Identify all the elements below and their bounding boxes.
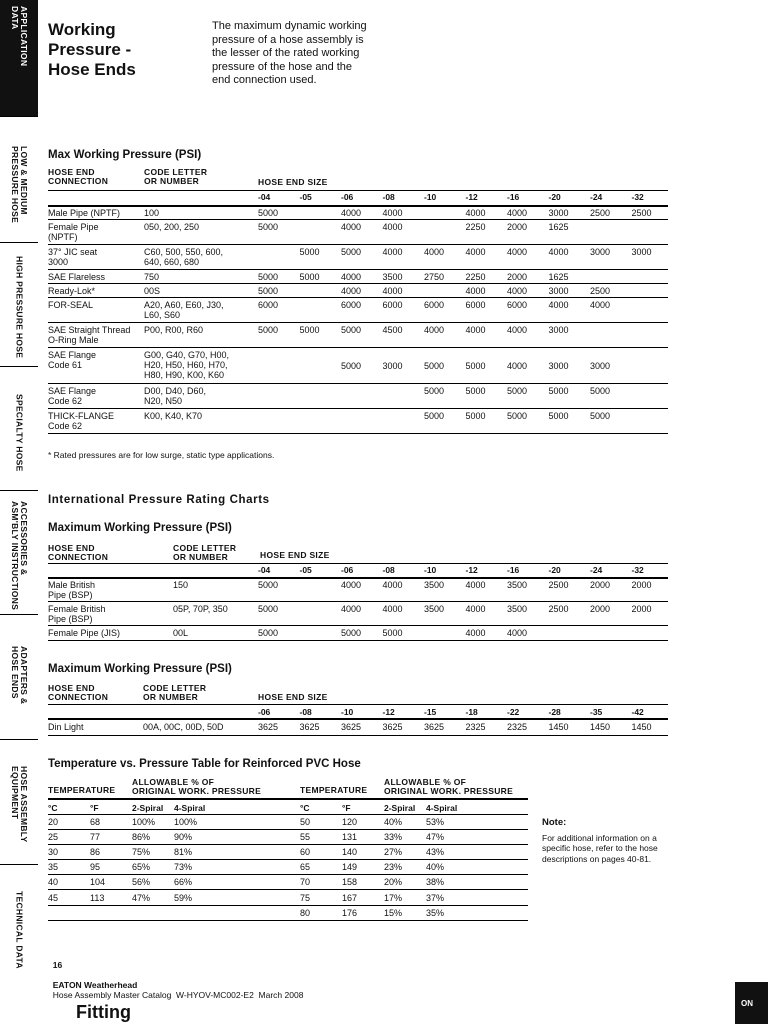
international-heading: International Pressure Rating Charts [48, 494, 270, 506]
code-cell: D00, D40, D60, N20, N50 [144, 386, 207, 406]
connection-cell: Female Pipe (JIS) [48, 628, 121, 638]
pressure-cell: 5000 [465, 361, 486, 371]
intl-pressure-table [48, 544, 668, 649]
pvc-cell: 25 [48, 832, 59, 843]
pressure-cell: 3000 [548, 286, 569, 296]
pvc-cell: 30 [48, 847, 59, 858]
pressure-cell: 4000 [465, 604, 486, 614]
col-header-code: CODE LETTER OR NUMBER [144, 167, 208, 186]
pvc-cell: 50 [300, 817, 311, 827]
pvc-col-header: 2-Spiral [384, 803, 416, 813]
pvc-cell: 65 [300, 862, 311, 873]
pressure-cell: 5000 [590, 386, 611, 396]
pvc-cell: 40 [48, 877, 59, 888]
din-pressure-table [48, 684, 668, 739]
pressure-cell: 5000 [465, 411, 486, 421]
table-row [48, 384, 668, 409]
pressure-cell: 2500 [548, 604, 569, 614]
pvc-cell: 45 [48, 892, 59, 903]
pvc-cell: 73% [174, 862, 193, 873]
pvc-cell: 86% [132, 832, 151, 843]
tab-label: ADAPTERS & HOSE ENDS [10, 646, 29, 705]
pressure-cell: 6000 [507, 300, 528, 310]
pvc-cell: 20% [384, 877, 403, 888]
pressure-cell: 4000 [548, 247, 569, 257]
pressure-cell: 4000 [341, 272, 362, 282]
size-header: -24 [590, 192, 603, 202]
pvc-cell: 158 [342, 877, 358, 888]
pressure-cell: 4000 [465, 208, 486, 218]
connection-cell: 37° JIC seat 3000 [48, 247, 98, 267]
pressure-cell: 5000 [341, 628, 362, 638]
pvc-cell: 38% [426, 877, 445, 888]
size-header: -12 [465, 192, 478, 202]
pressure-cell: 5000 [341, 361, 362, 371]
pvc-col-header: °F [342, 803, 351, 813]
col-header-allowable: ALLOWABLE % OF ORIGINAL WORK. PRESSURE [132, 777, 262, 796]
tab-hose-assembly-equipment[interactable] [0, 760, 38, 865]
pressure-cell: 3000 [548, 208, 569, 218]
pvc-col-header: 4-Spiral [174, 803, 206, 813]
pressure-cell: 6000 [382, 300, 403, 310]
size-header: -05 [299, 565, 312, 575]
table-row [48, 409, 668, 434]
pressure-cell: 3500 [424, 580, 445, 590]
code-cell: 050, 200, 250 [144, 222, 200, 232]
note-box [542, 818, 682, 864]
pvc-cell: 65% [132, 862, 151, 873]
pressure-cell: 2500 [631, 208, 652, 218]
pvc-cell: 47% [426, 832, 445, 843]
tab-label: HOSE ASSEMBLY EQUIPMENT [10, 766, 29, 843]
connection-cell: Ready-Lok* [48, 286, 96, 296]
size-header: -06 [258, 707, 271, 717]
size-header: -24 [590, 565, 603, 575]
pressure-cell: 5000 [548, 386, 569, 396]
col-header-code: CODE LETTER OR NUMBER [173, 543, 237, 562]
pressure-cell: 6000 [465, 300, 486, 310]
pvc-cell: 37% [426, 892, 445, 903]
pressure-cell: 4000 [341, 222, 362, 232]
pvc-cell: 55 [300, 832, 311, 843]
pvc-cell: 86 [90, 847, 101, 858]
pressure-cell: 5000 [258, 604, 279, 614]
pressure-cell: 2000 [507, 222, 528, 232]
pressure-cell: 1450 [548, 722, 569, 732]
connection-cell: Female Pipe (NPTF) [48, 222, 99, 242]
table-row [48, 845, 528, 860]
size-header: -12 [382, 707, 395, 717]
code-cell: 150 [173, 580, 189, 590]
tab-label: HIGH PRESSURE HOSE [14, 256, 25, 359]
table-row [48, 720, 668, 736]
pressure-cell: 2000 [590, 580, 611, 590]
pressure-cell: 4000 [424, 247, 445, 257]
pressure-cell: 6000 [341, 300, 362, 310]
pressure-cell: 3000 [631, 247, 652, 257]
pvc-cell: 81% [174, 847, 193, 858]
pvc-cell: 80 [300, 907, 311, 918]
pressure-cell: 3500 [507, 580, 528, 590]
pvc-cell: 77 [90, 832, 101, 843]
connection-cell: Din Light [48, 722, 84, 732]
code-cell: 00S [144, 286, 161, 296]
tab-application-data[interactable] [0, 0, 38, 117]
code-cell: G00, G40, G70, H00, H20, H50, H60, H70, H80, H90, K00, K60 [144, 350, 230, 380]
tab-label: ACCESSORIES & ASM'BLY INSTRUCTIONS [10, 501, 29, 611]
code-cell: 00L [173, 628, 189, 638]
pressure-cell: 4500 [382, 325, 403, 335]
pressure-cell: 2000 [631, 604, 652, 614]
table1-heading: Max Working Pressure (PSI) [48, 149, 202, 161]
footer-catalog: Hose Assembly Master Catalog W-HYOV-MC002-E2 March 2008 [52, 990, 304, 1000]
pressure-cell: 4000 [465, 628, 486, 638]
pressure-cell: 5000 [424, 386, 445, 396]
tab-adapters-hose-ends[interactable] [0, 640, 38, 740]
table-row [48, 298, 668, 323]
divider [48, 563, 668, 564]
pressure-cell: 5000 [548, 411, 569, 421]
page-number: 16 [52, 960, 63, 970]
size-header: -15 [424, 707, 437, 717]
size-header: -04 [258, 565, 271, 575]
size-header: -08 [299, 707, 312, 717]
pressure-cell: 2250 [465, 222, 486, 232]
pressure-cell: 4000 [382, 222, 403, 232]
tab-label: APPLICATION DATA [10, 6, 29, 67]
code-cell: 750 [144, 272, 160, 282]
pressure-cell: 3625 [258, 722, 279, 732]
tab-high-pressure-hose[interactable] [0, 250, 38, 367]
pressure-cell: 4000 [382, 208, 403, 218]
pressure-cell: 4000 [465, 580, 486, 590]
col-header-code: CODE LETTER OR NUMBER [143, 683, 207, 702]
pressure-cell: 4000 [341, 286, 362, 296]
divider [48, 798, 528, 800]
pvc-cell: 131 [342, 832, 358, 843]
col-header-connection: HOSE END CONNECTION [48, 683, 109, 702]
pressure-cell: 4000 [507, 247, 528, 257]
pressure-cell: 2325 [465, 722, 486, 732]
pvc-cell: 35% [426, 907, 445, 918]
col-header-size: HOSE END SIZE [260, 550, 330, 560]
table-row [48, 220, 668, 245]
table2-heading: Maximum Working Pressure (PSI) [48, 522, 232, 534]
pressure-cell: 5000 [258, 286, 279, 296]
table-row [48, 815, 528, 830]
divider [48, 704, 668, 705]
pressure-cell: 1625 [548, 222, 569, 232]
pressure-cell: 5000 [258, 628, 279, 638]
pvc-cell: 104 [90, 877, 106, 888]
tab-label: TECHNICAL DATA [14, 891, 25, 969]
size-header: -32 [631, 565, 644, 575]
pressure-cell: 2325 [507, 722, 528, 732]
pvc-cell: 15% [384, 907, 403, 918]
pressure-cell: 5000 [465, 386, 486, 396]
pressure-cell: 6000 [258, 300, 279, 310]
size-header: -18 [465, 707, 478, 717]
max-pressure-table [48, 168, 668, 448]
pvc-cell: 17% [384, 892, 403, 903]
pressure-cell: 3500 [382, 272, 403, 282]
size-header: -05 [299, 192, 312, 202]
tab-label: SPECIALTY HOSE [14, 394, 25, 472]
table-row [48, 578, 668, 602]
col-header-connection: HOSE END CONNECTION [48, 167, 109, 186]
pressure-cell: 3000 [548, 361, 569, 371]
pressure-cell: 4000 [341, 580, 362, 590]
note-text: For additional information on a specific hose, refer to the hose descriptions on pages 40-81. [542, 832, 658, 864]
pvc-cell: 33% [384, 832, 403, 843]
pressure-cell: 4000 [424, 325, 445, 335]
pvc-cell: 90% [174, 832, 193, 843]
pvc-col-header: 2-Spiral [132, 803, 164, 813]
pressure-cell: 3000 [548, 325, 569, 335]
pvc-cell: 100% [132, 817, 156, 827]
pvc-cell: 43% [426, 847, 445, 858]
connection-cell: Male Pipe (NPTF) [48, 208, 121, 218]
table-row [48, 348, 668, 384]
size-header: -08 [382, 192, 395, 202]
corner-tab [735, 982, 768, 1024]
pressure-cell: 5000 [299, 272, 320, 282]
pressure-cell: 2000 [631, 580, 652, 590]
pressure-cell: 5000 [299, 325, 320, 335]
pressure-cell: 3625 [424, 722, 445, 732]
pressure-cell: 5000 [590, 411, 611, 421]
pvc-cell: 40% [384, 817, 403, 827]
col-header-size: HOSE END SIZE [258, 692, 328, 702]
pressure-cell: 3000 [590, 247, 611, 257]
connection-cell: SAE Flange Code 62 [48, 386, 97, 406]
pvc-cell: 35 [48, 862, 59, 873]
pvc-cell: 27% [384, 847, 403, 858]
size-header: -12 [465, 565, 478, 575]
pressure-cell: 2500 [590, 208, 611, 218]
pvc-cell: 120 [342, 817, 358, 827]
pressure-cell: 5000 [258, 325, 279, 335]
col-header-temperature: TEMPERATURE [300, 785, 368, 795]
pressure-cell: 4000 [382, 286, 403, 296]
pressure-cell: 4000 [507, 325, 528, 335]
pressure-cell: 2500 [548, 580, 569, 590]
table-row [48, 323, 668, 348]
pressure-cell: 5000 [341, 247, 362, 257]
next-page-title: Fitting [76, 1002, 131, 1022]
tab-low-medium-pressure-hose[interactable] [0, 140, 38, 243]
pressure-cell: 3000 [590, 361, 611, 371]
pressure-cell: 4000 [465, 247, 486, 257]
pvc-cell: 68 [90, 817, 101, 827]
pvc-cell: 75% [132, 847, 151, 858]
code-cell: A20, A60, E60, J30, L60, S60 [144, 300, 224, 320]
connection-cell: Female British Pipe (BSP) [48, 604, 106, 624]
table-row [48, 906, 528, 921]
table-row [48, 284, 668, 298]
pressure-cell: 4000 [507, 286, 528, 296]
size-header: -28 [548, 707, 561, 717]
pvc-col-header: °C [48, 803, 58, 813]
pressure-cell: 5000 [258, 272, 279, 282]
pvc-col-header: °C [300, 803, 310, 813]
pressure-cell: 2000 [590, 604, 611, 614]
code-cell: K00, K40, K70 [144, 411, 203, 421]
size-header: -22 [507, 707, 520, 717]
pvc-temperature-table [48, 776, 528, 922]
code-cell: 100 [144, 208, 160, 218]
intro-text: The maximum dynamic working pressure of a hose assembly is the lesser of the rated working pressure of the hose and the end connection used. [212, 20, 367, 86]
pressure-cell: 2250 [465, 272, 486, 282]
col-header-temperature: TEMPERATURE [48, 785, 116, 795]
pressure-cell: 4000 [382, 604, 403, 614]
pvc-cell: 23% [384, 862, 403, 873]
pvc-col-header: 4-Spiral [426, 803, 458, 813]
table3-heading: Maximum Working Pressure (PSI) [48, 663, 232, 675]
pressure-cell: 1625 [548, 272, 569, 282]
size-header: -16 [507, 565, 520, 575]
pressure-cell: 4000 [590, 300, 611, 310]
pressure-cell: 3625 [341, 722, 362, 732]
pressure-cell: 4000 [465, 325, 486, 335]
size-header: -04 [258, 192, 271, 202]
pressure-cell: 6000 [424, 300, 445, 310]
col-header-size: HOSE END SIZE [258, 177, 328, 187]
pressure-cell: 3500 [507, 604, 528, 614]
pvc-cell: 47% [132, 892, 151, 903]
divider [48, 190, 668, 191]
table-row [48, 891, 528, 906]
table-row [48, 626, 668, 641]
connection-cell: SAE Flareless [48, 272, 106, 282]
pvc-cell: 95 [90, 862, 101, 873]
col-header-connection: HOSE END CONNECTION [48, 543, 109, 562]
pressure-cell: 3000 [382, 361, 403, 371]
footer-brand: EATON Weatherhead [52, 980, 138, 990]
table-row [48, 245, 668, 270]
corner-tab-label: ON [741, 998, 753, 1008]
pvc-cell: 53% [426, 817, 445, 827]
size-header: -06 [341, 192, 354, 202]
size-header: -06 [341, 565, 354, 575]
pressure-cell: 4000 [341, 208, 362, 218]
pvc-cell: 60 [300, 847, 311, 858]
pressure-cell: 5000 [507, 386, 528, 396]
size-header: -20 [548, 565, 561, 575]
pressure-cell: 4000 [341, 604, 362, 614]
pvc-cell: 176 [342, 907, 358, 918]
pvc-cell: 70 [300, 877, 311, 888]
tab-technical-data[interactable] [0, 885, 38, 975]
pressure-cell: 5000 [258, 580, 279, 590]
size-header: -35 [590, 707, 603, 717]
size-header: -10 [424, 192, 437, 202]
table-row [48, 875, 528, 890]
page-title: Working Pressure - Hose Ends [48, 20, 136, 79]
page-footer [48, 950, 303, 1000]
pressure-cell: 3625 [382, 722, 403, 732]
pressure-cell: 5000 [424, 411, 445, 421]
pvc-cell: 167 [342, 892, 358, 903]
code-cell: C60, 500, 550, 600, 640, 660, 680 [144, 247, 224, 267]
pressure-cell: 2000 [507, 272, 528, 282]
size-header: -42 [631, 707, 644, 717]
tab-specialty-hose[interactable] [0, 388, 38, 491]
size-header: -16 [507, 192, 520, 202]
size-header: -10 [341, 707, 354, 717]
pvc-cell: 113 [90, 892, 105, 903]
pressure-cell: 4000 [382, 247, 403, 257]
pvc-heading: Temperature vs. Pressure Table for Reinforced PVC Hose [48, 758, 361, 770]
pvc-cell: 75 [300, 892, 311, 903]
pressure-cell: 5000 [299, 247, 320, 257]
connection-cell: FOR-SEAL [48, 300, 94, 310]
size-header: -08 [382, 565, 395, 575]
pvc-cell: 66% [174, 877, 193, 888]
pvc-col-header: °F [90, 803, 99, 813]
pressure-cell: 5000 [424, 361, 445, 371]
code-cell: 00A, 00C, 00D, 50D [143, 722, 224, 732]
pressure-cell: 4000 [507, 628, 528, 638]
tab-accessories[interactable] [0, 495, 38, 615]
pressure-cell: 3625 [299, 722, 320, 732]
pressure-cell: 2500 [590, 286, 611, 296]
code-cell: 05P, 70P, 350 [173, 604, 228, 614]
table-row [48, 830, 528, 845]
size-header: -10 [424, 565, 437, 575]
connection-cell: Male British Pipe (BSP) [48, 580, 96, 600]
pressure-cell: 1450 [590, 722, 611, 732]
pressure-cell: 5000 [341, 325, 362, 335]
pressure-cell: 4000 [548, 300, 569, 310]
tab-label: LOW & MEDIUM PRESSURE HOSE [10, 146, 29, 224]
pressure-cell: 4000 [507, 361, 528, 371]
pressure-cell: 5000 [258, 222, 279, 232]
pressure-cell: 4000 [382, 580, 403, 590]
pressure-cell: 4000 [507, 208, 528, 218]
col-header-allowable: ALLOWABLE % OF ORIGINAL WORK. PRESSURE [384, 777, 514, 796]
pressure-cell: 5000 [258, 208, 279, 218]
pvc-cell: 140 [342, 847, 358, 858]
pvc-cell: 56% [132, 877, 151, 888]
pressure-cell: 2750 [424, 272, 445, 282]
note-label: Note: [542, 817, 567, 828]
size-header: -20 [548, 192, 561, 202]
connection-cell: SAE Straight Thread O-Ring Male [48, 325, 131, 345]
pvc-cell: 20 [48, 817, 59, 827]
table-row [48, 270, 668, 284]
pvc-cell: 59% [174, 892, 193, 903]
connection-cell: SAE Flange Code 61 [48, 350, 97, 370]
pressure-cell: 1450 [631, 722, 652, 732]
section-tab-rail [0, 0, 38, 975]
pressure-cell: 5000 [507, 411, 528, 421]
connection-cell: THICK-FLANGE Code 62 [48, 411, 115, 431]
pressure-cell: 3500 [424, 604, 445, 614]
pvc-cell: 40% [426, 862, 445, 873]
table-row [48, 206, 668, 220]
pressure-cell: 5000 [382, 628, 403, 638]
table-row [48, 860, 528, 875]
pressure-cell: 4000 [465, 286, 486, 296]
size-header: -32 [631, 192, 644, 202]
pvc-cell: 100% [174, 817, 198, 827]
pvc-cell: 149 [342, 862, 358, 873]
footnote: * Rated pressures are for low surge, static type applications. [48, 450, 275, 460]
code-cell: P00, R00, R60 [144, 325, 204, 335]
table-row [48, 602, 668, 626]
